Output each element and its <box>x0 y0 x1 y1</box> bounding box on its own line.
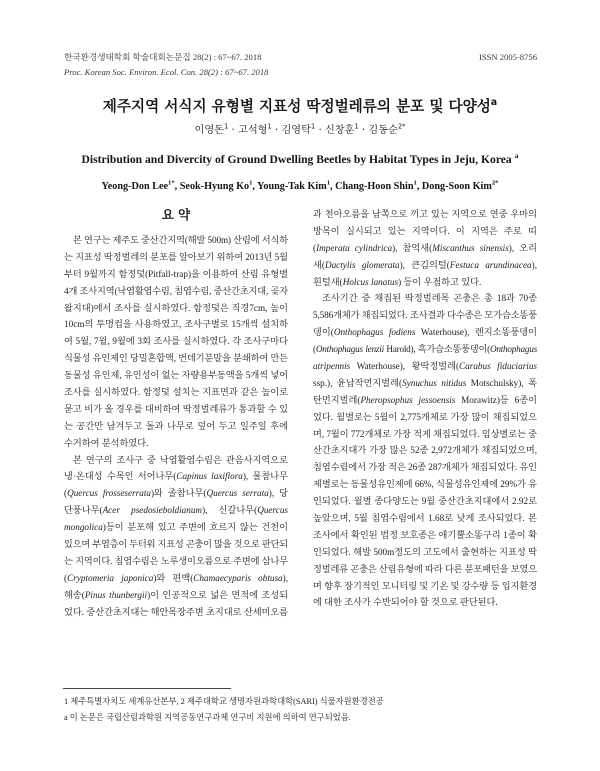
text-run: 높았으며, 5월 침엽수림에서 1.68로 낮게 조사되었다. 본 <box>313 513 537 524</box>
text-run: ( <box>64 488 68 499</box>
text-run: 침엽수림에서 가장 적은 26종 287개체가 채집되었다. 유인 <box>313 462 537 473</box>
text-line <box>64 502 288 519</box>
text-line <box>64 283 288 300</box>
footnote-affiliations: 1 제주특별자치도 세계유산본부, 2 제주대학교 생명자원과학대학(SARI) 식물자원환경전공 <box>64 697 384 706</box>
affiliation-mark: 1 <box>267 122 272 131</box>
text-run: 냉·온대성 수목인 서어나무( <box>64 471 177 482</box>
text-line <box>64 300 288 317</box>
text-run: 단풍나무( <box>64 505 103 516</box>
text-line <box>64 604 288 621</box>
text-line <box>64 452 288 469</box>
species-name: Quercus frosseserrata <box>67 488 151 499</box>
text-line <box>313 223 537 240</box>
species-name: Onthophagus lenzii <box>315 344 384 355</box>
text-line <box>64 384 288 401</box>
text-run: )와 졸참나무( <box>150 488 207 499</box>
species-name: Acer psedosieboldianum <box>102 505 203 516</box>
text-run: 산간초지대가 가장 많은 52종 2,972개체가 채집되었으며, <box>313 445 537 456</box>
species-name: Capinus laxiflora <box>176 471 243 482</box>
author-name: Yeong-Don Lee <box>101 181 169 192</box>
text-run: 묻고 비가 올 경우를 대비하여 딱정벌레류가 통과할 수 있 <box>64 403 288 414</box>
text-run: 인되었다. 월별 종다양도는 9월 중산간초지대에서 2.92로 <box>313 496 537 507</box>
text-line <box>313 240 537 257</box>
text-run: Motschulsky), 폭 <box>466 377 537 388</box>
species-name: Onthophagus <box>489 344 537 355</box>
affiliation-mark: 1 <box>224 122 229 131</box>
text-line <box>313 375 537 392</box>
text-run: 식물성 유인제인 당밀혼합액, 번데기분말을 분쇄하여 만든 <box>64 353 288 364</box>
author-separator: , <box>416 181 422 192</box>
text-run: ), 신갈나무( <box>202 505 258 516</box>
paragraph <box>313 206 537 290</box>
text-run: 에 대한 조사가 수반되어야 할 것으로 판단된다. <box>313 597 498 608</box>
text-run: 10cm의 투명컵을 사용하였고, 조사구별로 15개씩 설치하 <box>64 319 288 330</box>
text-run: 부터 9월까지 함정덫(Pitfall-trap)을 이용하여 산림 유형별 <box>64 268 288 279</box>
footnotes <box>64 694 537 726</box>
text-run: Harold), 흑가슴소똥풍뎅이( <box>383 344 490 355</box>
author-name: 김영탁 <box>281 125 311 136</box>
text-line <box>313 442 537 459</box>
author-separator: · <box>228 125 238 136</box>
author-separator: , <box>330 181 336 192</box>
author-separator: , <box>252 181 258 192</box>
text-run: 었다. 중산간초지대는 해안목장주변 초지대로 산세미오름 <box>64 606 288 617</box>
text-run: ), <box>282 572 289 583</box>
text-run: 4개 조사지역(낙엽활엽수림, 침엽수림, 중산간초지대, 곶자 <box>64 285 288 296</box>
abstract-left-column <box>64 232 288 620</box>
text-line <box>313 594 537 611</box>
author-name: 이영돈 <box>194 125 225 136</box>
text-line <box>313 324 537 341</box>
text-run: 며 향후 장기적인 모니터링 및 기온 및 강수량 등 입지환경 <box>313 580 537 591</box>
text-run: 있으며 부엽층이 두터워 지표성 곤충이 많을 것으로 판단되 <box>64 539 288 550</box>
text-line <box>313 257 537 274</box>
affiliation-mark: 1 <box>413 179 417 187</box>
text-line <box>313 527 537 544</box>
species-name: Synuchus nitidus <box>402 377 467 388</box>
text-line <box>313 544 537 561</box>
text-line <box>313 459 537 476</box>
text-run: )등이 분포해 있고 주변에 흐르지 않는 건천이 <box>102 522 288 533</box>
text-run: 해송( <box>64 589 85 600</box>
title-note-mark: a <box>514 151 519 161</box>
text-line <box>313 392 537 409</box>
author-name: Dong-Soon Kim <box>421 181 492 192</box>
species-name: Quercus serrata <box>206 488 269 499</box>
author-name: Chang-Hoon Shin <box>335 181 414 192</box>
text-line <box>64 401 288 418</box>
text-run: 과 천아오름을 남쪽으로 끼고 있는 지역으로 연중 우마의 <box>313 209 537 219</box>
species-name: atripennis <box>313 361 351 372</box>
title-english-text: Distribution and Divercity of Ground Dwelling Beetles by Habitat Types in Jeju, Korea <box>81 153 512 166</box>
text-line <box>64 570 288 587</box>
text-run: ), 참억새( <box>392 242 433 253</box>
author-separator: · <box>271 125 282 136</box>
text-line <box>313 409 537 426</box>
text-line <box>313 493 537 510</box>
text-line <box>313 341 537 358</box>
text-run: Morawitz)등 6종이 <box>455 394 537 405</box>
text-line <box>64 249 288 266</box>
text-run: 며, 7월이 772개체로 가장 적게 채집되었다. 임상별로는 중 <box>313 428 537 439</box>
species-name: Quercus <box>257 505 288 516</box>
text-line <box>313 274 537 291</box>
affiliation-mark: 1 <box>354 122 359 131</box>
text-run: 조사에서 확인된 법정 보호종은 애기뿔소똥구리 1종이 확 <box>313 529 537 540</box>
text-line <box>64 519 288 536</box>
text-run: ( <box>313 344 316 355</box>
text-run: 본 연구는 제주도 중산간지역(해발 500m) 산림에 서식하 <box>73 235 288 245</box>
species-name: Festuca arundinacea <box>449 259 532 270</box>
author-name: Seok-Hyung Ko <box>179 181 250 192</box>
text-run: 인되었다. 해발 500m정도의 고도에서 출현하는 지표성 딱 <box>313 546 537 557</box>
text-line <box>64 333 288 350</box>
text-run: ), 큰김의털( <box>399 259 450 270</box>
species-name: Miscanthus sinensis <box>432 242 509 253</box>
text-line <box>313 426 537 443</box>
affiliation-mark: 1 <box>311 122 316 131</box>
text-line <box>64 367 288 384</box>
text-run: 제별로는 동물성유인제에 66%, 식물성유인제에 29%가 유 <box>313 479 537 490</box>
text-run: 탄먼지벌레( <box>313 394 361 405</box>
author-separator: · <box>358 125 369 136</box>
author-separator: , <box>174 181 180 192</box>
authors-english <box>0 180 600 194</box>
text-run: 정벌레류 곤충은 산림유형에 따라 다른 분포패턴을 보였으 <box>313 563 537 574</box>
text-line <box>313 307 537 324</box>
journal-header-korean: 한국환경생태학회 학술대회논문집 28(2) : 67~67. 2018 <box>64 52 262 62</box>
journal-header-english: Proc. Korean Soc. Environ. Ecol. Con. 28(2) : 67~67. 2018 <box>64 67 269 77</box>
affiliation-mark: 2* <box>397 122 406 131</box>
species-name: Dactylis glomerata <box>324 259 400 270</box>
text-run: 조사를 실시하였다. 함정덫 설치는 지표면과 같은 높이로 <box>64 387 288 398</box>
text-line <box>64 468 288 485</box>
text-line <box>64 485 288 502</box>
text-run: 는 지표성 딱정벌레의 분포를 알아보기 위하여 2013년 5월 <box>64 251 288 262</box>
text-run: )이 인공적으로 넓은 면적에 조성되 <box>147 589 289 600</box>
text-line <box>64 553 288 570</box>
species-name: Cryptomeria japonica <box>67 572 154 583</box>
text-run: Waterhouse), 왕딱정벌레( <box>350 361 460 372</box>
text-run: ), 오리 <box>508 242 537 253</box>
text-run: 새( <box>313 259 325 270</box>
species-name: Imperata cylindrica <box>316 242 393 253</box>
text-run: 5,586개체가 채집되었다. 조사결과 다수종은 모가슴소똥풍 <box>313 310 537 321</box>
species-name: Holcus lanatus <box>342 276 399 287</box>
text-run: ), 물참나무 <box>242 471 289 482</box>
text-run: )와 편백( <box>153 572 194 583</box>
text-run: 수거하여 분석하였다. <box>64 437 149 448</box>
text-run: Waterhouse), 렌지소똥풍뎅이 <box>415 327 538 338</box>
text-line <box>64 536 288 553</box>
paragraph <box>64 232 288 452</box>
author-name: Young-Tak Kim <box>257 181 327 192</box>
issn-label: ISSN 2005-8756 <box>478 52 537 62</box>
author-name: 김동순 <box>368 125 398 136</box>
title-note-mark: a <box>490 97 498 109</box>
text-run: ), 당 <box>268 488 288 499</box>
text-line <box>313 510 537 527</box>
text-run: ( <box>313 242 317 253</box>
text-line <box>313 290 537 307</box>
text-run: ssp.), 윤납작먼지벌레( <box>313 377 403 388</box>
species-name: mongolica <box>64 522 103 533</box>
authors-korean <box>0 124 600 138</box>
text-line <box>64 232 288 249</box>
footnote-rule <box>63 688 231 689</box>
text-run: 본 연구의 조사구 중 낙엽활엽수림은 관음사지역으로 <box>73 454 288 465</box>
species-name: Onthophagus fodiens <box>333 327 416 338</box>
text-run: 뎅이( <box>313 327 334 338</box>
title-korean <box>0 98 600 116</box>
text-run: ( <box>64 572 68 583</box>
species-name: Carabus fiduciarius <box>459 361 537 372</box>
text-line <box>64 435 288 452</box>
species-name: Pheropsophus jessoensis <box>360 394 456 405</box>
text-run: 는 지역이다. 침엽수림은 노루생이오름으로 주변에 삼나무 <box>64 555 288 566</box>
author-name: 신창훈 <box>324 125 355 136</box>
text-line <box>313 561 537 578</box>
text-run: 는 공간만 남겨두고 돌과 나무로 덮어 두고 일주일 후에 <box>64 420 288 431</box>
text-run: 흰털새( <box>313 276 343 287</box>
text-line <box>313 206 537 223</box>
footnote-funding: a 이 논문은 국립산림과학원 지역공동연구과제 연구비 지원에 의하여 연구되었음. <box>64 713 351 722</box>
affiliation-mark: 2* <box>491 179 499 187</box>
text-line <box>313 358 537 375</box>
affiliation-mark: 1 <box>326 179 330 187</box>
abstract-right-column <box>313 206 537 611</box>
affiliation-mark: 1 <box>249 179 253 187</box>
text-run: 동물성 유인제, 유인성이 없는 자량용부동액을 5개씩 넣어 <box>64 370 288 381</box>
title-korean-text: 제주지역 서식지 유형별 지표성 딱정벌레류의 분포 및 다양성 <box>102 98 491 115</box>
affiliation-mark: 1* <box>168 179 175 187</box>
title-english <box>0 153 600 167</box>
text-line <box>64 266 288 283</box>
paragraph <box>313 290 537 611</box>
text-run: 방목이 실시되고 있는 지역이다. 이 지역은 주로 띠 <box>313 225 537 236</box>
text-run: 조사기간 중 채집된 딱정벌레목 곤충은 총 18과 70종 <box>322 293 537 304</box>
author-separator: · <box>315 125 325 136</box>
text-run: 었다. 월별로는 5월이 2,775개체로 가장 많이 채집되었으 <box>313 411 537 422</box>
species-name: Chamaecyparis obtusa <box>193 572 283 583</box>
species-name: Pinus thunbergii <box>84 589 148 600</box>
text-line <box>313 476 537 493</box>
text-line <box>313 578 537 595</box>
text-line <box>64 587 288 604</box>
author-name: 고석형 <box>238 125 268 136</box>
text-run: ) 등이 우점하고 있다. <box>398 276 482 287</box>
abstract-heading: 요 약 <box>161 207 191 222</box>
text-run: 여 5월, 7월, 9월에 3회 조사를 실시하였다. 각 조사구마다 <box>64 336 288 347</box>
text-line <box>64 316 288 333</box>
text-line <box>64 418 288 435</box>
text-line <box>64 350 288 367</box>
text-run: ), <box>531 259 537 270</box>
paragraph <box>64 452 288 621</box>
text-run: 왈지대)에서 조사를 실시하였다. 함정덫은 직경7cm, 높이 <box>64 302 288 313</box>
